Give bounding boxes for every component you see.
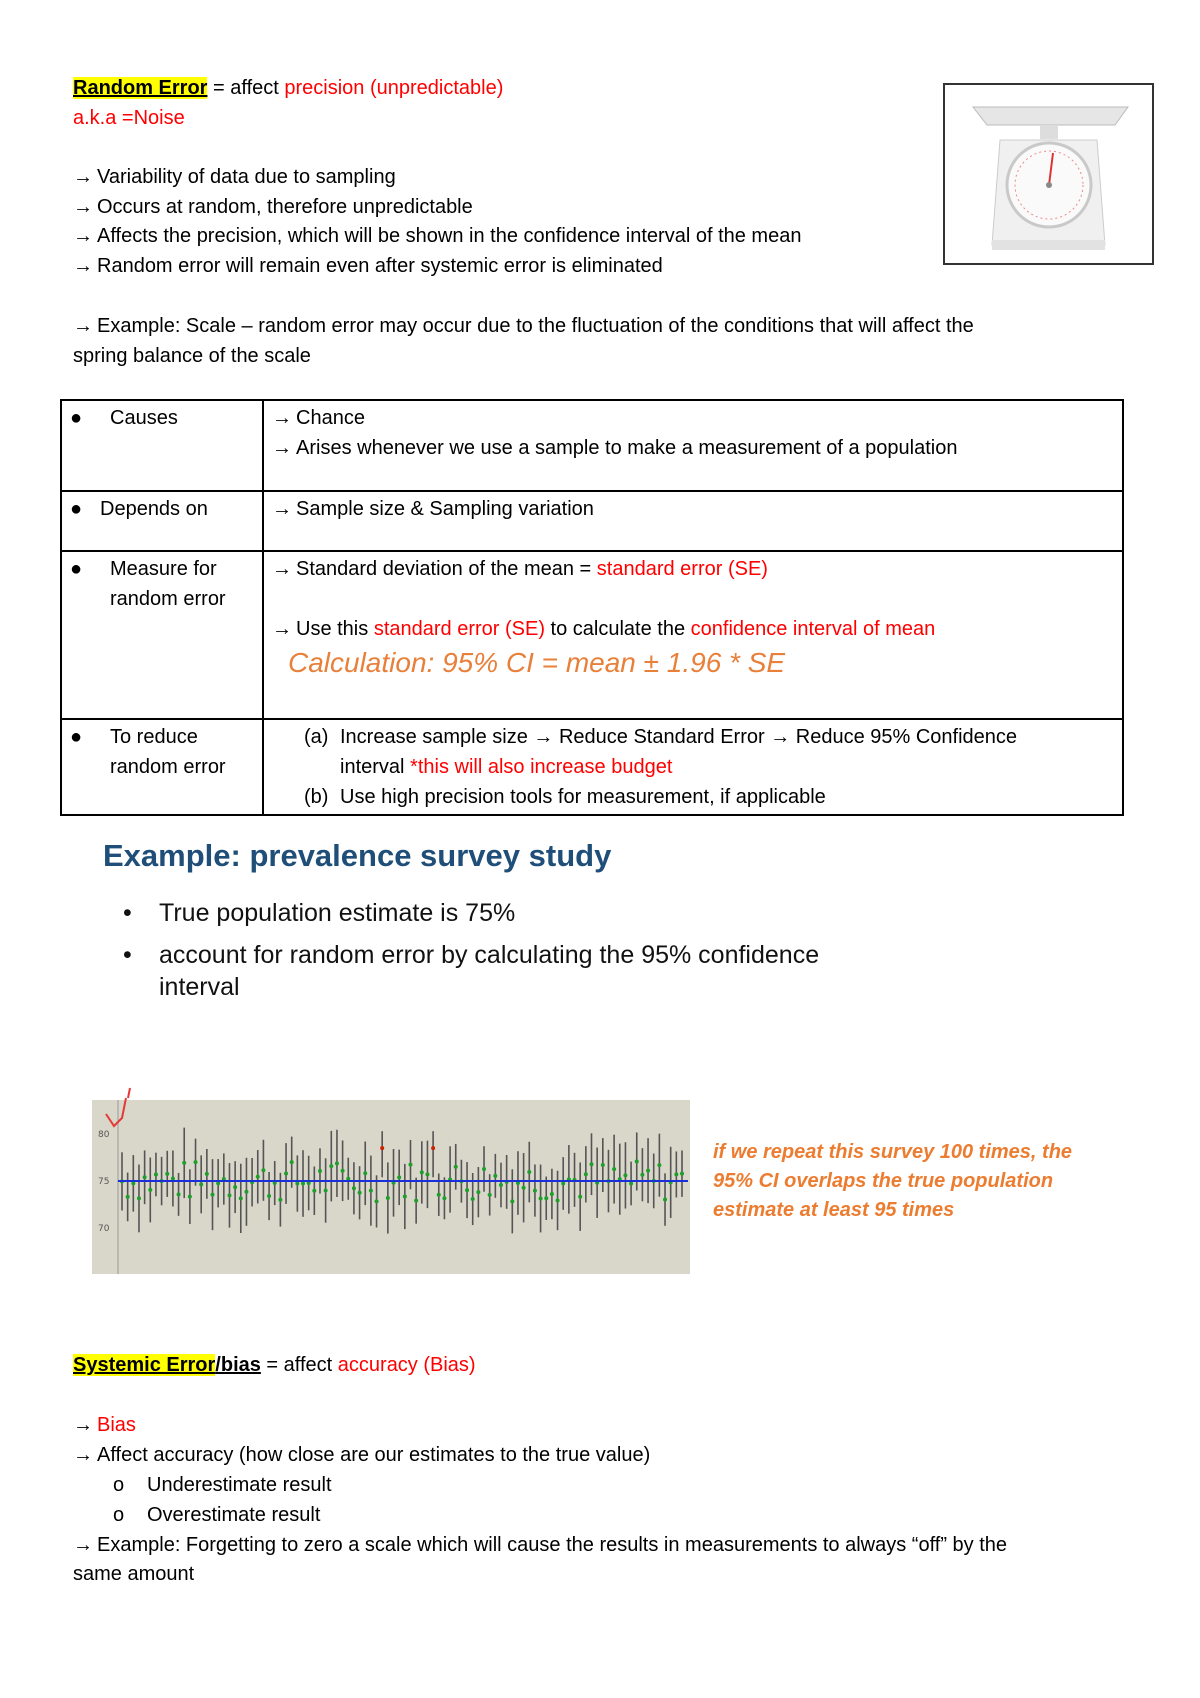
random-example-line2: spring balance of the scale [73,345,311,367]
aka-noise: a.k.a =Noise [73,107,185,129]
ci-mean-point [256,1175,260,1179]
ci-mean-point [177,1192,181,1196]
ci-mean-point [493,1174,497,1178]
ci-mean-point [640,1173,644,1177]
ci-mean-point [601,1163,605,1167]
ci-mean-point [522,1186,526,1190]
row-label: ● Causes [61,400,263,491]
ci-mean-point [239,1196,243,1200]
ci-mean-point [657,1163,661,1167]
ci-mean-point [539,1196,543,1200]
ci-mean-point [233,1185,237,1189]
ci-mean-point [199,1182,203,1186]
ci-mean-point [267,1194,271,1198]
kitchen-scale-image [943,83,1154,265]
systemic-example-line2: same amount [73,1563,195,1585]
ci-mean-point [165,1172,169,1176]
ci-mean-point [437,1193,441,1197]
ci-mean-point [301,1182,305,1186]
ci-mean-point [363,1171,367,1175]
ci-mean-point [194,1160,198,1164]
ci-mean-point [510,1199,514,1203]
random-error-title: Random Error [73,77,208,99]
slide-title: Example: prevalence survey study [103,838,612,873]
affect-accuracy-line: → Affect accuracy (how close are our estimates to the true value) [73,1444,651,1466]
random-bullet-3: → Affects the precision, which will be shown in the confidence interval of the mean [73,225,802,247]
row-content: (a) Increase sample size → Reduce Standard Error → Reduce 95% Confidence interval *this will also increase budget (b) Use high precision tools for measurement, if applicable [263,719,1123,815]
row-content: → Chance → Arises whenever we use a sample to make a measurement of a population [263,400,1123,491]
ci-calculation: Calculation: 95% CI = mean ± 1.96 * SE [288,647,786,678]
ci-mean-point [646,1169,650,1173]
ci-mean-point [533,1189,537,1193]
sub-item-underestimate: o Underestimate result [113,1474,332,1496]
ci-mean-point [561,1182,565,1186]
row-label: ● Measure for random error [61,551,263,719]
arrow-icon: → [73,166,93,188]
ci-mean-point [182,1161,186,1165]
table-row [61,491,1123,551]
ci-mean-point [465,1188,469,1192]
arrow-icon: → [73,196,93,218]
arrow-icon: → [73,1444,93,1466]
ci-mean-point [471,1197,475,1201]
arrow-icon: → [272,618,292,640]
ci-mean-point [584,1172,588,1176]
random-error-table [60,399,1124,816]
ci-mean-point [143,1175,147,1179]
arrow-icon: → [73,225,93,247]
ci-mean-point [414,1199,418,1203]
ci-mean-point [358,1191,362,1195]
ci-mean-point [205,1172,209,1176]
ci-mean-point [629,1181,633,1185]
ci-mean-point [431,1146,435,1150]
ci-mean-point [312,1189,316,1193]
ci-mean-point [352,1186,356,1190]
ci-mean-point [318,1169,322,1173]
ci-mean-point [499,1183,503,1187]
ci-mean-point [635,1159,639,1163]
ci-mean-point [680,1172,684,1176]
ci-mean-point [550,1192,554,1196]
scale-illustration [945,85,1152,263]
ci-mean-point [329,1164,333,1168]
ci-mean-point [211,1193,215,1197]
ci-mean-point [369,1189,373,1193]
arrow-icon: → [272,437,292,459]
ci-mean-point [290,1160,294,1164]
arrow-icon: → [272,558,292,580]
ci-mean-point [544,1196,548,1200]
ci-mean-point [420,1170,424,1174]
ci-mean-point [188,1195,192,1199]
ci-mean-point [261,1168,265,1172]
random-bullet-1: → Variability of data due to sampling [73,166,396,188]
ci-mean-point [324,1188,328,1192]
bias-line: → Bias [73,1414,136,1436]
systemic-example-line1: → Example: Forgetting to zero a scale which will cause the results in measurements to always “off” by the [73,1534,1008,1556]
ci-mean-point [137,1196,141,1200]
ci-mean-point [623,1173,627,1177]
ci-mean-point [397,1175,401,1179]
ci-mean-point [341,1169,345,1173]
ci-mean-point [442,1196,446,1200]
ci-mean-point [403,1195,407,1199]
arrow-icon: → [272,498,292,520]
row-content: → Sample size & Sampling variation [263,491,1123,551]
ci-mean-point [488,1193,492,1197]
ci-mean-point [578,1195,582,1199]
ci-mean-point [556,1198,560,1202]
arrow-icon: → [73,255,93,277]
ci-mean-point [408,1163,412,1167]
arrow-icon: → [73,1414,93,1436]
ci-chart [92,1078,692,1274]
random-error-heading [73,76,503,100]
ci-mean-point [674,1172,678,1176]
row-label: ● Depends on [61,491,263,551]
ci-note: if we repeat this survey 100 times, the 95% CI overlaps the true population estimate at least 95 times [713,1141,1073,1221]
ci-mean-point [148,1188,152,1192]
ci-mean-point [171,1177,175,1181]
table-row [61,719,1123,815]
ci-mean-point [454,1165,458,1169]
row-label: ● To reduce random error [61,719,263,815]
sub-item-overestimate: o Overestimate result [113,1504,321,1526]
table-row [61,551,1123,719]
random-bullet-4: → Random error will remain even after systemic error is eliminated [73,255,663,277]
y-tick-label: 70 [98,1224,110,1234]
table-row [61,400,1123,491]
ci-mean-point [335,1161,339,1165]
systemic-error-heading: Systemic Error/bias = affect accuracy (Bias) [73,1354,476,1376]
chart-background [92,1100,690,1274]
ci-mean-point [380,1146,384,1150]
ci-mean-point [476,1190,480,1194]
ci-mean-point [612,1167,616,1171]
row-content: → Standard deviation of the mean = standard error (SE) → Use this standard error (SE) to calculate the confidence interval of mean Calculation: 95% CI = mean ± 1.96 * SE [263,551,1123,719]
ci-mean-point [663,1198,667,1202]
ci-mean-point [527,1170,531,1174]
ci-mean-point [227,1193,231,1197]
ci-mean-point [295,1182,299,1186]
equals-text: = affect [207,77,285,99]
y-tick-label: 75 [98,1177,110,1187]
ci-mean-point [425,1172,429,1176]
ci-mean-point [278,1198,282,1202]
precision-text: precision (unpredictable) [284,77,504,99]
ci-mean-point [375,1199,379,1203]
ci-mean-point [589,1162,593,1166]
ci-mean-point [284,1172,288,1176]
arrow-icon: → [272,407,292,429]
systemic-error-title: Systemic Error [73,1354,216,1376]
ci-mean-point [154,1172,158,1176]
ci-mean-point [244,1190,248,1194]
y-tick-label: 80 [98,1130,110,1140]
ci-mean-point [386,1196,390,1200]
random-example-line1: → Example: Scale – random error may occur due to the fluctuation of the conditions that will affect the [73,315,974,337]
random-bullet-2: → Occurs at random, therefore unpredictable [73,196,473,218]
arrow-icon: → [73,1534,93,1556]
arrow-icon: → [73,315,93,337]
ci-mean-point [482,1167,486,1171]
ci-mean-point [126,1195,130,1199]
